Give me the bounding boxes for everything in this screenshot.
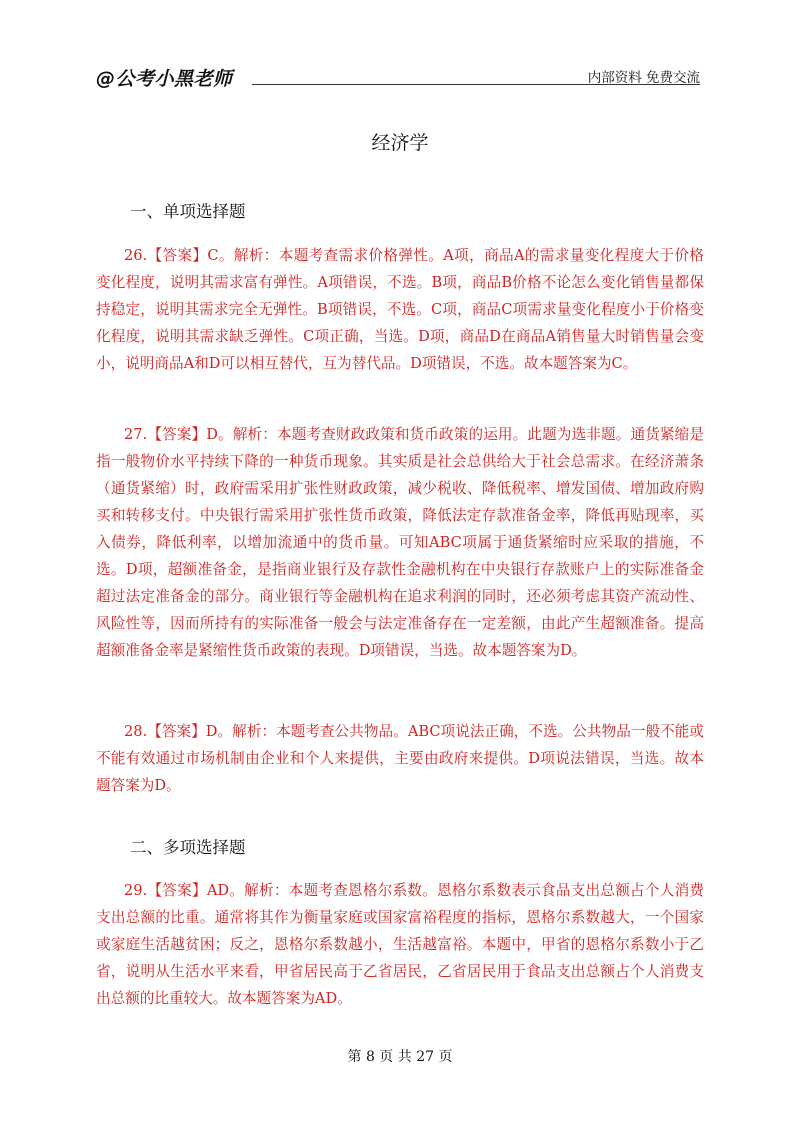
header-brand: @公考小黑老师	[96, 68, 233, 90]
answer-28: 28.【答案】D。解析：本题考查公共物品。ABC项说法正确，不选。公共物品一般不能或不能有效通过市场机制由企业和个人来提供，主要由政府来提供。D项说法错误，当选。故本题答案为D。	[96, 723, 704, 794]
answer-27: 27.【答案】D。解析：本题考查财政政策和货币政策的运用。此题为选非题。通货紧缩是指一般物价水平持续下降的一种货币现象。其实质是社会总供给大于社会总需求。在经济萧条（通货紧缩）时，政府需采用扩张性财政政策，减少税收、降低税率、增发国债、增加政府购买和转移支付。中央银行需采用扩张性货币政策，降低法定存款准备金率，降低再贴现率，买入债券，降低利率，以增加流通中的货币量。可知ABC项属于通货紧缩时应采取的措施，不选。D项，超额准备金，是指商业银行及存款性金融机构在中央银行存款账户上的实际准备金超过法定准备金的部分。商业银行等金融机构在追求利润的同时，还必须考虑其资产流动性、风险性等，因而所持有的实际准备一般会与法定准备存在一定差额，由此产生超额准备。提高超额准备金率是紧缩性货币政策的表现。D项错误，当选。故本题答案为D。	[96, 426, 704, 659]
header-right-text: 内部资料 免费交流	[587, 70, 700, 86]
page-footer: 第 8 页 共 27 页	[347, 1049, 453, 1065]
section-heading-single-choice: 一、单项选择题	[130, 202, 246, 221]
answer-29: 29.【答案】AD。解析：本题考查恩格尔系数。恩格尔系数表示食品支出总额占个人消费支出总额的比重。通常将其作为衡量家庭或国家富裕程度的指标，恩格尔系数越大，一个国家或家庭生活越贫困；反之，恩格尔系数越小，生活越富裕。本题中，甲省的恩格尔系数小于乙省，说明从生活水平来看，甲省居民高于乙省居民，乙省居民用于食品支出总额占个人消费支出总额的比重较大。故本题答案为AD。	[96, 882, 704, 1007]
page-title: 经济学	[371, 132, 429, 154]
answer-26: 26.【答案】C。解析：本题考查需求价格弹性。A项，商品A的需求量变化程度大于价格变化程度，说明其需求富有弹性。A项错误，不选。B项，商品B价格不论怎么变化销售量都保持稳定，说明其需求完全无弹性。B项错误，不选。C项，商品C项需求量变化程度小于价格变化程度，说明其需求缺乏弹性。C项正确，当选。D项，商品D在商品A销售量大时销售量会变小，说明商品A和D可以相互替代，互为替代品。D项错误，不选。故本题答案为C。	[96, 247, 704, 372]
section-heading-multiple-choice: 二、多项选择题	[130, 838, 246, 857]
